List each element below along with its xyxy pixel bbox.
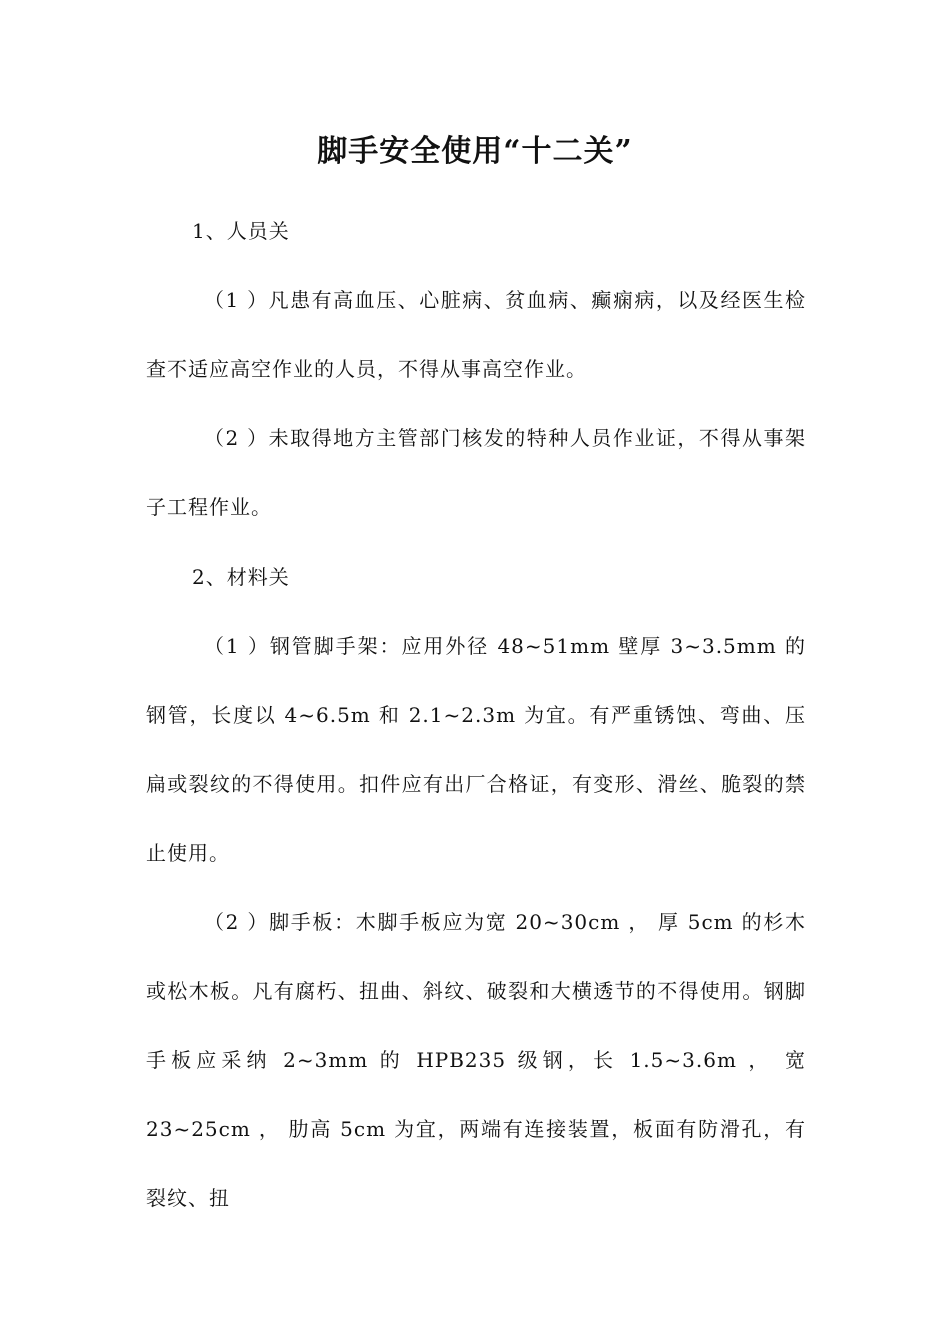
paragraph-materials-1: （1 ）钢管脚手架：应用外径 48~51mm 壁厚 3~3.5mm 的钢管，长度以 4~6.5m 和 2.1~2.3m 为宜。有严重锈蚀、弯曲、压扁或裂纹的不得使用。扣件应有出厂合格证，有变形、滑丝、脆裂的禁止使用。 [146, 634, 806, 865]
paragraph-personnel-1: （1 ）凡患有高血压、心脏病、贫血病、癫痫病，以及经医生检查不适应高空作业的人员，不得从事高空作业。 [146, 288, 806, 381]
section-heading-personnel: 1、人员关 [192, 219, 290, 243]
section-heading-materials: 2、材料关 [192, 565, 290, 589]
document-body [146, 196, 806, 1233]
paragraph-personnel-2: （2 ）未取得地方主管部门核发的特种人员作业证，不得从事架子工程作业。 [146, 426, 806, 519]
document-title: 脚手安全使用“十二关” [317, 134, 633, 169]
paragraph-materials-2: （2 ）脚手板：木脚手板应为宽 20~30cm ， 厚 5cm 的杉木或松木板。凡有腐朽、扭曲、斜纹、破裂和大横透节的不得使用。钢脚手板应采纳 2~3mm 的 HPB235 级钢，长 1.5~3.6m ， 宽 23~25cm ， 肋高 5cm 为宜，两端有连接装置，板面有防滑孔，有裂纹、扭 [146, 910, 806, 1210]
